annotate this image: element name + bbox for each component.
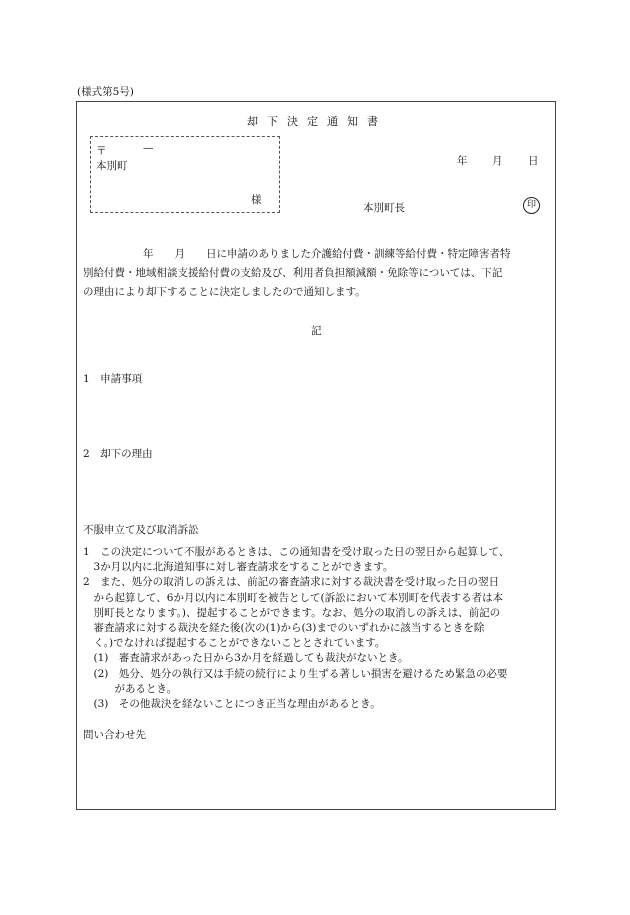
body-line: の理由により却下することに決定しましたので通知します。: [83, 286, 366, 298]
appeal-line: く。)でなければ提起することができないこととされています。: [83, 637, 386, 650]
date-year: 年: [457, 155, 468, 167]
appeal-line: 2 また、処分の取消しの訴えは、前記の審査請求に対する裁決書を受け取った日の翌日: [83, 576, 500, 589]
appeal-line: (1) 審査請求があった日から3か月を経過しても裁決がないとき。: [83, 652, 409, 665]
appeal-heading: 不服申立て及び取消訴訟: [83, 524, 199, 536]
body-line: 別給付費・地域相談支援給付費の支給及び、利用者負担額減額・免除等については、下記: [83, 267, 503, 279]
address-box: [90, 136, 280, 213]
item-application-matter: 1 申請事項: [83, 373, 143, 385]
issuer-name: 本別町長: [363, 202, 405, 214]
official-seal-mark: 印: [523, 197, 540, 214]
contact-heading: 問い合わせ先: [83, 729, 146, 741]
appeal-line: 1 この決定について不服があるときは、この通知書を受け取った日の翌日から起算して、: [83, 546, 510, 558]
appeal-line: (3) その他裁決を経ないことにつき正当な理由があるとき。: [83, 698, 381, 711]
date-month: 月: [492, 155, 503, 167]
document-title: 却下決定通知書: [247, 115, 387, 128]
appeal-line: から起算して、6か月以内に本別町を被告として(訴訟において本別町を代表する者は本: [83, 591, 504, 604]
appeal-notes: [83, 545, 555, 712]
ki-heading: 記: [311, 325, 322, 337]
notice-body: [83, 245, 553, 302]
date-day: 日: [528, 155, 539, 167]
body-line: 年 月 日に申請のありました介護給付費・訓練等給付費・特定障害者特: [143, 248, 511, 260]
notice-frame: [76, 101, 556, 810]
item-rejection-reason: 2 却下の理由: [83, 448, 153, 460]
appeal-line: 別町長となります。)、提起することができます。なお、処分の取消しの訴えは、前記の: [83, 606, 501, 619]
appeal-line: (2) 処分、処分の執行又は手続の続行により生ずる著しい損害を避けるため緊急の必要: [83, 667, 508, 680]
honorific-sama: 様: [251, 194, 262, 206]
postal-mark: 〒: [96, 145, 107, 157]
appeal-line: 3か月以内に北海道知事に対し審査請求をすることができます。: [83, 561, 394, 574]
appeal-line: があるとき。: [83, 682, 178, 695]
appeal-line: 審査請求に対する裁決を経た後(次の(1)から(3)までのいずれかに該当するときを除: [83, 622, 485, 635]
postal-dash: —: [143, 142, 154, 154]
recipient-town: 本別町: [96, 160, 128, 172]
form-number-label: (様式第5号): [77, 86, 134, 98]
